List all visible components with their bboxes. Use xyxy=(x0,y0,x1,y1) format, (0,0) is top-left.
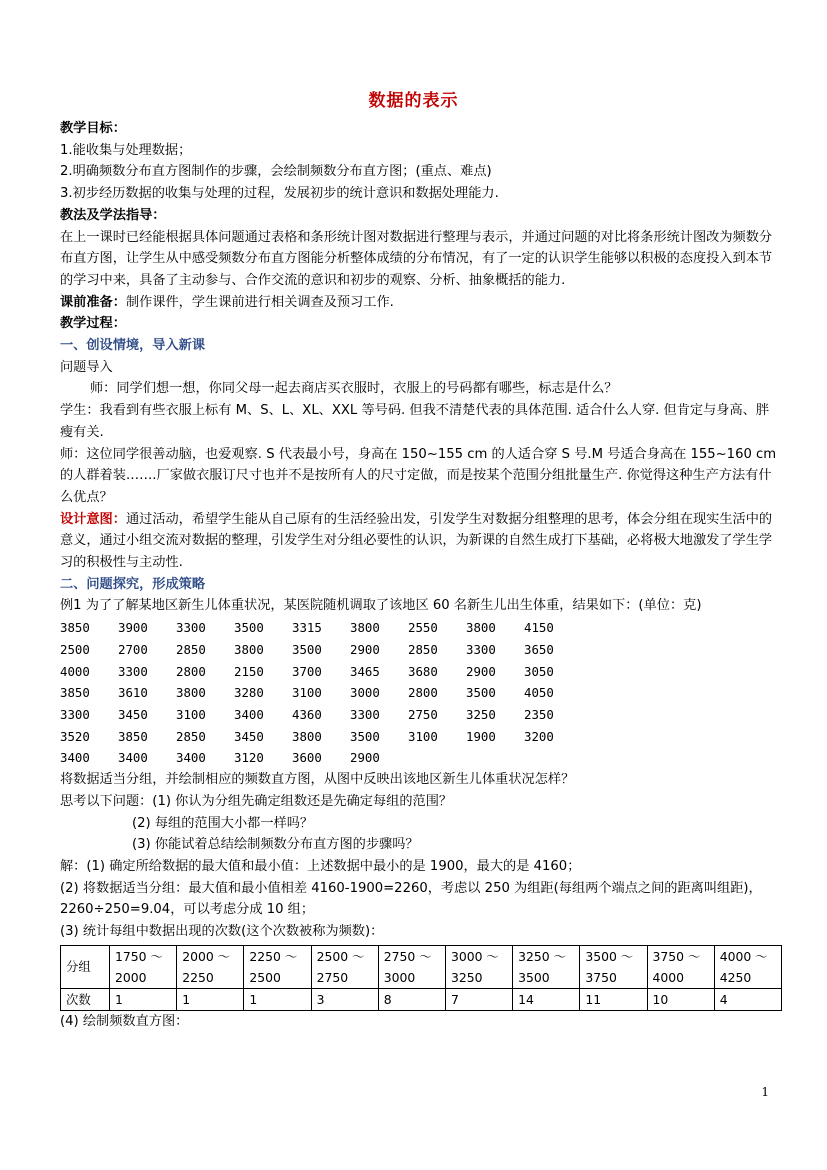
question-1: 思考以下问题：(1) 你认为分组先确定组数还是先确定每组的范围？ xyxy=(60,793,453,809)
solution-step-2: (2) 将数据适当分组：最大值和最小值相差 4160-1900=2260，考虑以 250 为组距(每组两个端点之间的距离叫组距)，2260÷250=9.04，可以考虑分成 10 组； xyxy=(60,880,762,918)
design-text: 通过活动，希望学生能从自己原有的生活经验出发，引发学生对数据分组整理的思考，体会分组在现实生活中的意义，通过小组交流对数据的整理，引发学生对分组必要性的认识，为新课的自然生成打下基础，必将极大地激发了学生学习的积极性与主动性. xyxy=(60,511,773,571)
document-body xyxy=(60,118,782,1032)
solution-step-3: (3) 统计每组中数据出现的次数(这个次数被称为频数)： xyxy=(60,924,384,940)
table-cell: 1750 ～ 2000 xyxy=(110,945,177,988)
process-heading: 教学过程： xyxy=(60,316,126,332)
solution-step-1: 解：(1) 确定所给数据的最大值和最小值：上述数据中最小的是 1900，最大的是 4160； xyxy=(60,858,581,874)
question-3: (3) 你能试着总结绘制频数分布直方图的步骤吗？ xyxy=(132,837,419,853)
table-cell: 2750 ～ 3000 xyxy=(378,945,445,988)
frequency-table xyxy=(60,945,782,1011)
table-cell: 3 xyxy=(311,988,378,1010)
table-cell: 4 xyxy=(714,988,781,1010)
methods-text: 在上一课时已经能根据具体问题通过表格和条形统计图对数据进行整理与表示，并通过问题的对比将条形统计图改为频数分布直方图，让学生从中感受频数分布直方图能分析整体成绩的分布情况，有了一定的认识学生能够以积极的态度投入到本节的学习中来，具备了主动参与、合作交流的意识和初步的观察、分析、抽象概括的能力. xyxy=(60,229,773,288)
birth-weight-data xyxy=(60,617,782,769)
question-2: (2) 每组的范围大小都一样吗？ xyxy=(132,815,314,831)
table-cell: 10 xyxy=(647,988,714,1010)
table-cell: 4000 ～ 4250 xyxy=(714,945,781,988)
teacher-question-2: 师：这位同学很善动脑，也爱观察. S 代表最小号，身高在 150~155 cm 的人适合穿 S 号.M 号适合身高在 155~160 cm 的人群着装…….厂家做衣服订尺寸也并不是按所有人的尺寸定做，而是按某个范围分组批量生产. 你觉得这种生产方法有什么优点？ xyxy=(60,446,777,505)
table-cell: 1 xyxy=(177,988,244,1010)
data-row: 3850 3900 3300 3500 3315 3800 2550 3800 4150 xyxy=(60,620,554,636)
table-cell: 2500 ～ 2750 xyxy=(311,945,378,988)
objective-item-3: 3.初步经历数据的收集与处理的过程，发展初步的统计意识和数据处理能力. xyxy=(60,186,499,202)
table-cell: 3500 ～ 3750 xyxy=(580,945,647,988)
objective-item-1: 1.能收集与处理数据； xyxy=(60,142,192,158)
data-row: 4000 3300 2800 2150 3700 3465 3680 2900 3050 xyxy=(60,663,554,679)
prep-heading: 课前准备： xyxy=(60,294,126,310)
data-row: 3520 3850 2850 3450 3800 3500 3100 1900 3200 xyxy=(60,728,554,744)
data-row: 2500 2700 2850 3800 3500 2900 2850 3300 3650 xyxy=(60,641,554,657)
table-cell: 14 xyxy=(513,988,580,1010)
page-title: 数据的表示 xyxy=(368,91,459,111)
table-row-groups xyxy=(61,945,782,988)
table-cell: 3000 ～ 3250 xyxy=(445,945,512,988)
table-cell: 3250 ～ 3500 xyxy=(513,945,580,988)
table-cell: 1 xyxy=(110,988,177,1010)
teacher-question-1: 师：同学们想一想，你同父母一起去商店买衣服时，衣服上的号码都有哪些，标志是什么？ xyxy=(90,381,618,397)
section1-heading: 一、创设情境，导入新课 xyxy=(60,338,206,354)
table-cell: 7 xyxy=(445,988,512,1010)
objectives-heading: 教学目标： xyxy=(60,121,126,136)
design-intent xyxy=(60,509,782,574)
student-answer: 学生：我看到有些衣服上标有 M、S、L、XL、XXL 等号码. 但我不清楚代表的具体范围. 适合什么人穿. 但肯定与身高、胖瘦有关. xyxy=(60,403,770,440)
prep-paragraph xyxy=(60,292,782,314)
page-number: 1 xyxy=(761,1085,769,1099)
table-cell: 2000 ～ 2250 xyxy=(177,945,244,988)
objective-item-2: 2.明确频数分布直方图制作的步骤，会绘制频数分布直方图；(重点、难点) xyxy=(60,164,492,180)
table-cell: 1 xyxy=(244,988,311,1010)
example-1: 例1 为了了解某地区新生儿体重状况，某医院随机调取了该地区 60 名新生儿出生体重，结果如下：(单位：克) xyxy=(60,598,702,614)
section1-intro: 问题导入 xyxy=(60,359,113,375)
table-cell: 2250 ～ 2500 xyxy=(244,945,311,988)
table-header-counts: 次数 xyxy=(61,988,110,1010)
solution-step-4: (4) 绘制频数直方图： xyxy=(60,1013,189,1029)
methods-heading: 教法及学法指导： xyxy=(60,207,166,223)
section2-heading: 二、问题探究，形成策略 xyxy=(60,576,206,592)
data-row: 3850 3610 3800 3280 3100 3000 2800 3500 4050 xyxy=(60,685,554,701)
design-label: 设计意图： xyxy=(60,511,126,527)
table-cell: 3750 ～ 4000 xyxy=(647,945,714,988)
table-header-groups: 分组 xyxy=(61,945,110,988)
table-row-counts xyxy=(61,988,782,1010)
prep-text: 制作课件，学生课前进行相关调查及预习工作. xyxy=(125,294,394,310)
task-text: 将数据适当分组，并绘制相应的频数直方图，从图中反映出该地区新生儿体重状况怎样？ xyxy=(60,772,575,788)
table-cell: 11 xyxy=(580,988,647,1010)
data-row: 3400 3400 3400 3120 3600 2900 xyxy=(60,750,380,766)
table-cell: 8 xyxy=(378,988,445,1010)
data-row: 3300 3450 3100 3400 4360 3300 2750 3250 2350 xyxy=(60,706,554,722)
